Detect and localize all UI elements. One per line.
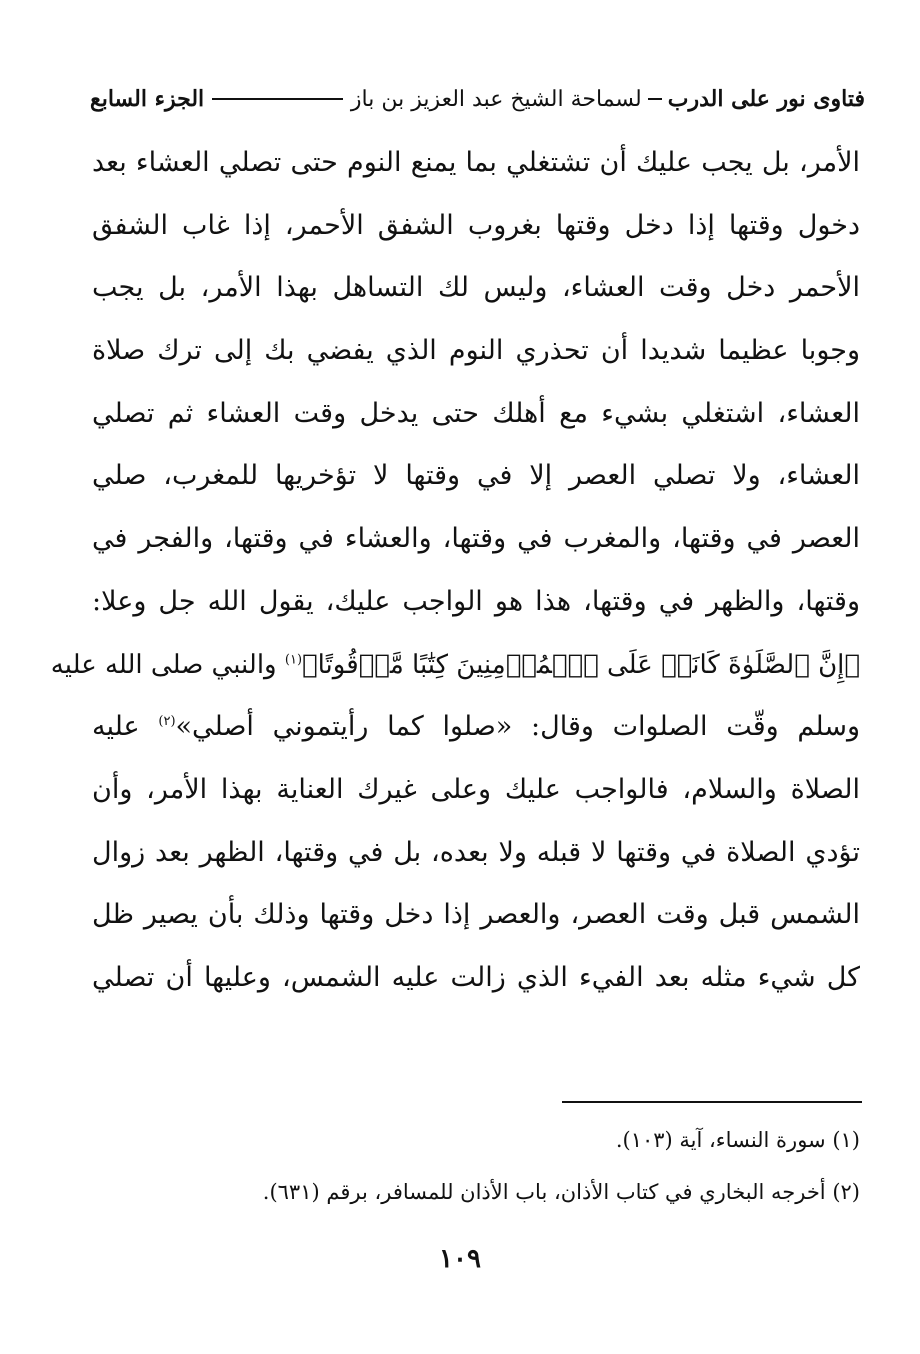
- text-segment: عليه: [92, 711, 140, 743]
- text-line: الشمس قبل وقت العصر، والعصر إذا دخل وقتها وذلك بأن يصير ظل: [92, 899, 860, 931]
- header-rule: [212, 98, 343, 100]
- text-line: العشاء، اشتغلي بشيء مع أهلك حتى يدخل وقت العشاء ثم تصلي: [92, 397, 860, 429]
- author-name: لسماحة الشيخ عبد العزيز بن باز: [350, 86, 642, 112]
- footnote-2: (٢) أخرجه البخاري في كتاب الأذان، باب الأذان للمسافر، برقم (٦٣١).: [262, 1180, 860, 1204]
- footnote-ref-2[interactable]: (٢): [158, 714, 176, 730]
- text-segment: والنبي صلى الله عليه: [50, 649, 277, 680]
- text-line-quran: [50, 634, 860, 697]
- text-line: العصر في وقتها، والمغرب في وقتها، والعشاء في وقتها، والفجر في: [92, 523, 860, 555]
- text-line: كل شيء مثله بعد الفيء الذي زالت عليه الشمس، وعليها أن تصلي: [92, 961, 860, 993]
- footnote-1: (١) سورة النساء، آية (١٠٣).: [615, 1128, 860, 1152]
- quran-verse: ﴿إِنَّ ٱلصَّلَوٰةَ كَانَتۡ عَلَى ٱلۡمُؤۡمِنِينَ كِتَٰبًا مَّوۡقُوتًا﴾: [302, 649, 860, 680]
- text-line: الأحمر دخل وقت العشاء، وليس لك التساهل بهذا الأمر، بل يجب: [92, 272, 860, 304]
- text-line: الأمر، بل يجب عليك أن تشتغلي بما يمنع النوم حتى تصلي العشاء بعد: [92, 147, 860, 178]
- page-number: ١٠٩: [439, 1244, 481, 1274]
- footnote-separator: [562, 1101, 862, 1103]
- running-header: [90, 80, 865, 118]
- footnotes: [100, 1120, 860, 1224]
- text-line: العشاء، ولا تصلي العصر إلا في وقتها لا تؤخريها للمغرب، صلي: [92, 460, 860, 492]
- main-text: [50, 132, 860, 1010]
- text-line-hadith: [92, 696, 860, 759]
- text-line: دخول وقتها إذا دخل وقتها بغروب الشفق الأحمر، إذا غاب الشفق: [92, 209, 860, 241]
- text-line: الصلاة والسلام، فالواجب عليك وعلى غيرك العناية بهذا الأمر، وأن: [92, 773, 860, 805]
- text-line: تؤدي الصلاة في وقتها لا قبله ولا بعده، بل في وقتها، الظهر بعد زوال: [92, 836, 860, 868]
- text-line: وجوبا عظيما شديدا أن تحذري النوم الذي يفضي بك إلى ترك صلاة: [92, 335, 860, 367]
- footnote-ref-1[interactable]: (١): [284, 651, 303, 667]
- header-dash: [648, 98, 662, 100]
- text-line: وقتها، والظهر في وقتها، هذا هو الواجب عليك، يقول الله جل وعلا:: [92, 585, 860, 617]
- book-title: فتاوى نور على الدرب: [667, 86, 865, 112]
- hadith-text: وسلم وقّت الصلوات وقال: «صلوا كما رأيتموني أصلي»: [175, 711, 860, 743]
- part-title: الجزء السابع: [90, 86, 205, 112]
